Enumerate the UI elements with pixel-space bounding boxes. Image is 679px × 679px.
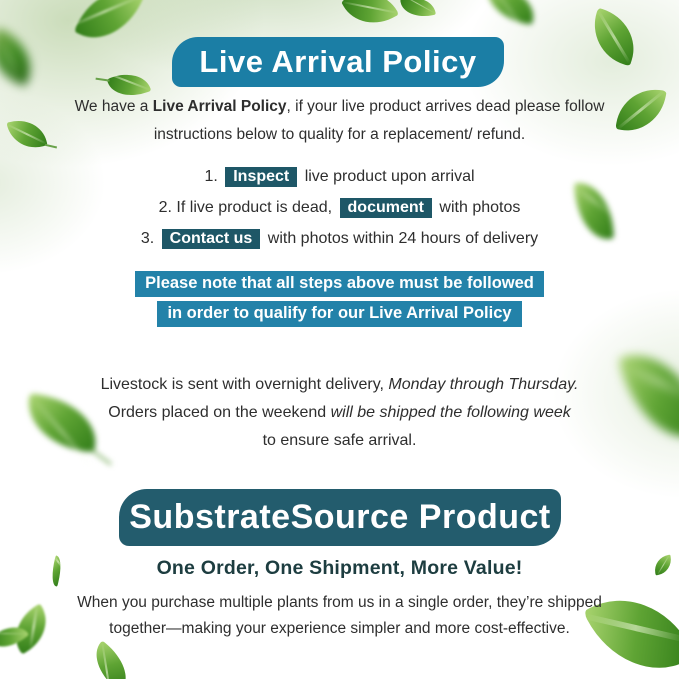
leaf-icon [481,0,539,25]
step-highlight: Inspect [225,167,297,187]
leaf-icon [84,640,137,679]
intro-line-2: instructions below to quality for a replacement/ refund. [153,126,526,143]
step-number: 2. [158,199,172,216]
leaf-icon [74,0,144,52]
shipping-line-2: Orders placed on the weekend will be shipped the following week [108,404,571,421]
substratesource-product-banner [119,489,561,546]
policy-steps-list [0,161,679,254]
leaf-icon [0,27,43,86]
note-line-1: Please note that all steps above must be followed [135,271,544,297]
banner-title: Live Arrival Policy [199,44,477,79]
value-line-1: When you purchase multiple plants from us in a single order, they’re shipped [77,594,602,611]
policy-name-bold: Live Arrival Policy [152,98,287,115]
shipping-line-3: to ensure safe arrival. [262,432,417,449]
value-paragraph [0,590,679,642]
leaf-icon [584,8,644,67]
value-heading: One Order, One Shipment, More Value! [156,557,523,579]
step-number: 3. [140,230,155,247]
shipping-week-italic: will be shipped the following week [330,404,571,421]
intro-paragraph [0,93,679,149]
shipping-days-italic: Monday through Thursday. [388,376,579,393]
banner-title: SubstrateSource Product [129,498,551,536]
step-number: 1. [204,168,218,185]
step-highlight: document [340,198,432,218]
shipping-line-1: Livestock is sent with overnight delivery, Monday through Thursday. [100,376,579,393]
step-highlight: Contact us [162,229,261,249]
live-arrival-policy-banner [172,37,504,87]
step-item-2: 2. If live product is dead, document with photos [158,199,521,216]
note-line-2: in order to qualify for our Live Arrival Policy [157,301,521,327]
value-line-2: together—making your experience simpler and more cost-effective. [109,620,570,637]
leaf-icon [400,0,436,21]
step-item-1: 1. Inspect live product upon arrival [204,168,475,185]
leaf-icon [341,0,399,36]
step-item-3: 3. Contact us with photos within 24 hours of delivery [140,230,539,247]
policy-note [0,269,679,329]
shipping-paragraph [0,371,679,455]
intro-line-1: We have a Live Arrival Policy, if your live product arrives dead please follow [74,98,605,115]
